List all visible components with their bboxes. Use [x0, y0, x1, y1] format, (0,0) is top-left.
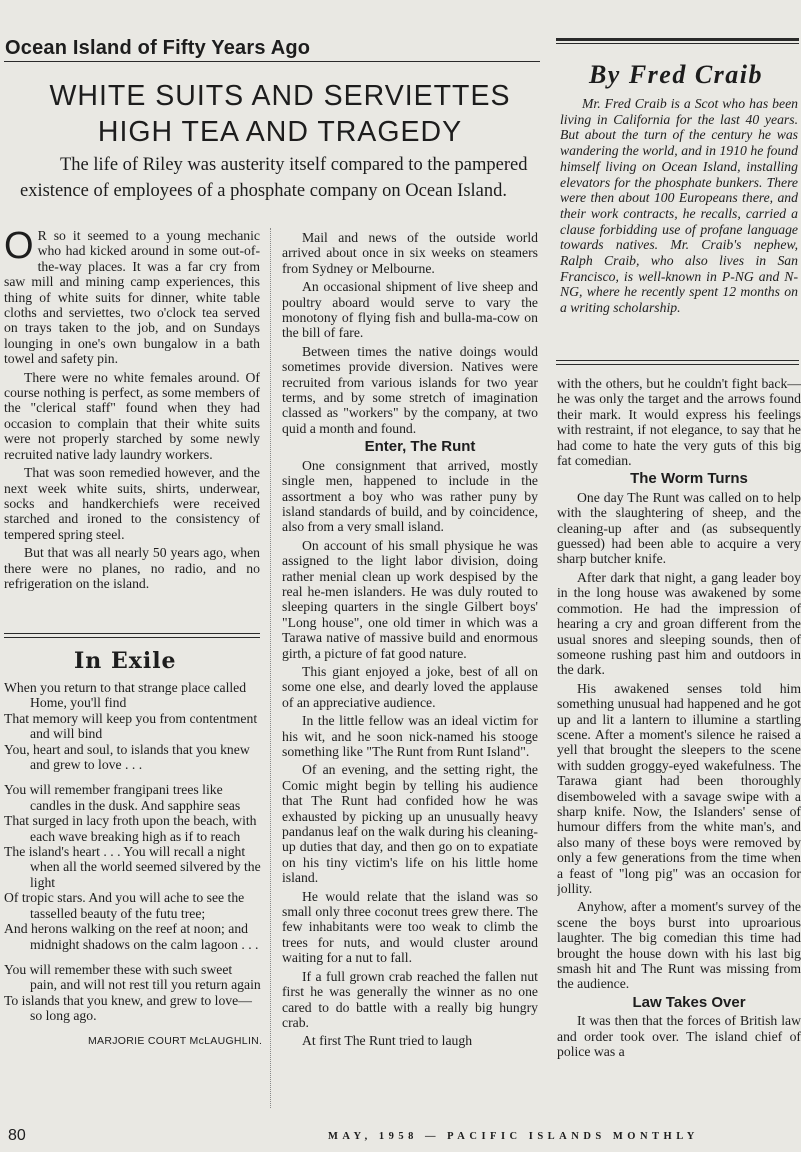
paragraph: That was soon remedied however, and the next week white suits, shirts, underwear, socks and handkerchiefs were received starched and ironed to the consistency of tempered spring steel. — [4, 465, 260, 542]
column-divider — [270, 228, 271, 1108]
poem-credit: MARJORIE COURT McLAUGHLIN. — [88, 1034, 263, 1047]
paragraph: His awakened senses told him something unusual had happened and he got up and lit a lantern to illumine a startling scene. After a moment's silence he raised a yell that brought the sleepers to the scene with sudden groggy-eyed wakefulness. The Tarawa giant had been thoroughly disemboweled with a savage swipe with a sharp knife. Now, the Islanders' sense of humour differs from the white man's, and also many of these boys were removed by only a few generations from the time when a feast of "long pig" was an occasion for jollity. — [557, 680, 801, 896]
paragraph: An occasional shipment of live sheep and poultry aboard would serve to vary the monotony of flying fish and bulla-ma-cow on the bill of fare. — [282, 279, 538, 341]
article-column-1 — [4, 225, 260, 594]
paragraph: He would relate that the island was so small only three coconut trees grew there. The few inhabitants were too weak to climb the trees for nuts, and would cluster around waiting for a nut to fall. — [282, 888, 538, 966]
poem-stanza — [4, 680, 262, 772]
poem-rule-top-2 — [4, 637, 260, 638]
byline: By Fred Craib — [588, 60, 764, 89]
paragraph: On account of his small physique he was assigned to the light labor division, doing rather menial clean up work despised by the real he-men islanders. He was duly routed to sleeping quarters in the single Gilbert boys' "Long house", one old timer in which was a Tarawa native of massive build and enormous girth, a picture of fat good nature. — [282, 537, 538, 661]
poem-line: And herons walking on the reef at noon; and midnight shadows on the calm lagoon . . . — [4, 921, 259, 952]
headline-line1: WHITE SUITS AND SERVIETTES — [49, 80, 511, 112]
paragraph: This giant enjoyed a joke, best of all on some one else, and dearly loved the applause of an appreciative audience. — [282, 663, 538, 710]
paragraph — [4, 225, 260, 367]
headline-line2: HIGH TEA AND TRAGEDY — [97, 116, 463, 148]
paragraph: with the others, but he couldn't fight back—he was only the target and the arrows found their mark. It would express his feelings with restraint, if not elegance, to say that he had come to hate the very guts of this big fat comedian. — [557, 376, 801, 469]
paragraph: One consignment that arrived, mostly single men, happened to include in the assortment a boy who was rather puny by island standards of build, and by coincidence, also from a very small island. — [282, 457, 538, 535]
paragraph-text: R so it seemed to a young mechanic who had kicked around in some out-of-the-way places. It was a far cry from saw mill and mining camp experiences, this thing of white suits for dinner, white table cloths and serviettes, two o'clock tea served on trays taken to the job, and on Sundays lounging in one's own bungalow in a bath towel and safety pin. — [4, 228, 260, 367]
paragraph: In the little fellow was an ideal victim for his wit, and he soon nick-named his stooge something like "The Runt from Runt Island". — [282, 713, 538, 759]
top-rule-right-thin — [556, 43, 799, 44]
poem — [4, 680, 262, 1049]
subheading: The Worm Turns — [630, 470, 748, 488]
author-bio: Mr. Fred Craib is a Scot who has been living in California for the last 40 years. But about the turn of the century he was wandering the world, and in 1910 he found himself living on Ocean Island, installing elevators for the phosphate bunkers. There were then about 100 Europeans there, and their work contracts, he recalls, carried a clause forbidding use of profane language towards natives. Mr. Craib's nephew, Ralph Craib, who also lives in San Francisco, is well-known in P-NG and N-NG, where he recently spent 12 months on a writing scholarship. — [560, 96, 798, 316]
poem-line: Of tropic stars. And you will ache to see the tasselled beauty of the futu tree; — [4, 890, 245, 921]
poem-stanza — [4, 962, 262, 1024]
poem-line: That surged in lacy froth upon the beach, with each wave breaking high as if to reach — [4, 813, 257, 844]
poem-line: When you return to that strange place called Home, you'll find — [4, 680, 247, 711]
paragraph: Anyhow, after a moment's survey of the scene the boys burst into uproarious laughter. The big comedian this time had brought the house down with his last big smash hit and The Runt was missing from the audience. — [557, 899, 801, 992]
paragraph: Between times the native doings would sometimes provide diversion. Natives were recruited from various islands for two year terms, and by some stretch of imagination classed as "workers" by the company, at two quid a month and found. — [282, 343, 538, 436]
poem-line: You will remember these with such sweet pain, and will not rest till you return again — [4, 961, 261, 993]
paragraph: If a full grown crab reached the fallen nut first he was generally the winner as no one cared to do battle with a really big hungry crab. — [282, 968, 538, 1030]
standfirst: The life of Riley was austerity itself compared to the pampered existence of employees of a phosphate company on Ocean Island. — [20, 155, 528, 201]
top-rule-left — [4, 61, 540, 62]
poem-line: You will remember frangipani trees like candles in the dusk. And sapphire seas — [4, 782, 241, 813]
paragraph: At first The Runt tried to laugh — [302, 1033, 473, 1049]
paragraph: But that was all nearly 50 years ago, when there were no planes, no radio, and no refrigeration on the island. — [4, 545, 260, 591]
paragraph: There were no white females around. Of course nothing is perfect, as some members of the "clerical staff" found when they had occasion to complain that their white suits were not properly starched by some newly recruited native lady laundry workers. — [4, 369, 260, 462]
poem-line: To islands that you knew, and grew to love—so long ago. — [4, 992, 252, 1024]
poem-rule-top — [4, 633, 260, 634]
drop-cap: O — [4, 225, 34, 267]
paragraph: Mail and news of the outside world arrived about once in six weeks on steamers from Sydney or Melbourne. — [282, 230, 538, 276]
paragraph: It was then that the forces of British law and order took over. The island chief of police was a — [557, 1013, 801, 1060]
paragraph: After dark that night, a gang leader boy in the long house was awakened by some commotion. He had the impression of hearing a cry and groan different from the usual snores and sleeping sounds, then of someone rushing past him and outdoors in the dark. — [557, 569, 801, 678]
poem-title: In Exile — [74, 648, 177, 674]
poem-line: You, heart and soul, to islands that you knew and grew to love . . . — [4, 741, 250, 773]
top-rule-right — [556, 38, 799, 41]
article-column-2 — [282, 230, 538, 1052]
page-number: 80 — [8, 1127, 26, 1144]
poem-stanza — [4, 782, 262, 951]
poem-line: That memory will keep you from contentment and will bind — [4, 710, 258, 742]
section-label: Ocean Island of Fifty Years Ago — [5, 37, 311, 59]
paragraph: One day The Runt was called on to help with the slaughtering of sheep, and the cleaning-up after and (as subsequently guessed) had been able to acquire a very sharp butcher knife. — [557, 489, 801, 567]
paragraph: Of an evening, and the setting right, the Comic might begin by telling his audience that The Runt had confided how he was exhausted by picking up an unusually heavy pandanus leaf on the walk during his cleaning-up duties that day, and then go on to expatiate on his tiny victim's life on his little home island. — [282, 762, 538, 886]
poem-line: The island's heart . . . You will recall a night when all the world seemed silvered by the light — [4, 844, 261, 890]
subheading: Enter, The Runt — [364, 438, 476, 456]
article-column-3 — [557, 376, 801, 1062]
subheading: Law Takes Over — [632, 993, 746, 1011]
running-footer: MAY, 1958 — PACIFIC ISLANDS MONTHLY — [328, 1131, 699, 1142]
bio-rule — [556, 360, 799, 361]
bio-rule-2 — [556, 364, 799, 365]
